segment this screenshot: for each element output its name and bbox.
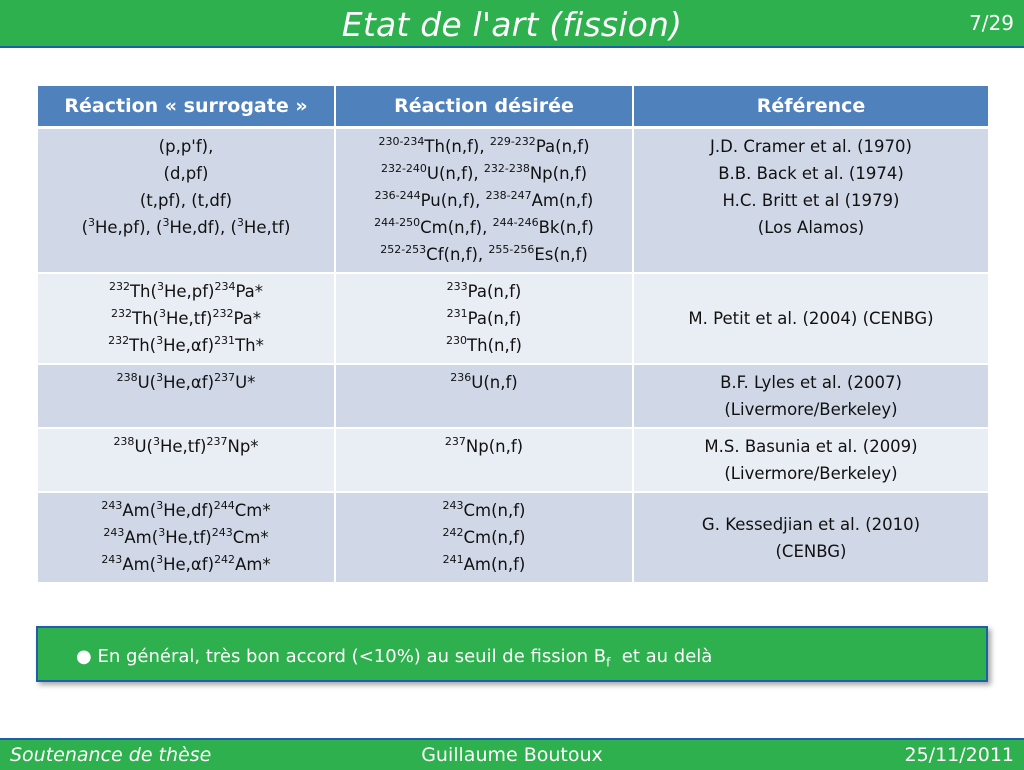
cell-text: Pa* <box>235 282 264 301</box>
summary-note-box <box>36 626 988 682</box>
cell-line <box>340 133 628 160</box>
cell-text: Np(n,f) <box>465 437 524 456</box>
isotope-superscript: 234 <box>214 279 236 293</box>
cell-line <box>42 524 330 551</box>
cell-text: M.S. Basunia et al. (2009) <box>704 437 918 456</box>
cell-line <box>638 369 984 396</box>
cell-text: U* <box>235 373 256 392</box>
cell-text: ( <box>81 218 88 237</box>
reference-cell <box>633 273 989 364</box>
cell-line <box>638 511 984 538</box>
cell-line <box>340 524 628 551</box>
footer-bar <box>0 738 1024 770</box>
cell-text: U( <box>134 437 153 456</box>
isotope-superscript: 231 <box>446 306 468 320</box>
cell-line <box>42 133 330 160</box>
cell-text: Th( <box>129 282 157 301</box>
cell-line <box>638 433 984 460</box>
isotope-superscript: 242 <box>442 525 464 539</box>
cell-text: Th(n,f), <box>424 137 490 156</box>
isotope-superscript: 3 <box>162 215 170 229</box>
desired-reaction-cell <box>335 428 633 492</box>
cell-text: Pa(n,f) <box>467 282 522 301</box>
isotope-superscript: 3 <box>156 370 164 384</box>
cell-text: Am( <box>122 501 157 520</box>
isotope-superscript: 232 <box>110 306 132 320</box>
slide-title: Etat de l'art (fission) <box>341 5 683 44</box>
cell-line <box>340 241 628 268</box>
cell-text: He,pf) <box>163 282 215 301</box>
cell-text: (Livermore/Berkeley) <box>724 400 898 419</box>
isotope-superscript: 242 <box>214 552 236 566</box>
cell-text: Cm* <box>234 501 271 520</box>
title-bar <box>0 0 1024 48</box>
note-subscript: f <box>606 655 611 670</box>
isotope-superscript: 233 <box>446 279 468 293</box>
table-row <box>37 128 989 274</box>
cell-text: Th( <box>129 336 157 355</box>
cell-line <box>340 278 628 305</box>
reference-table <box>36 86 990 584</box>
cell-text: Pu(n,f), <box>420 191 486 210</box>
cell-line <box>340 551 628 578</box>
column-header-surrogate: Réaction « surrogate » <box>37 86 335 128</box>
cell-text: Cf(n,f), <box>426 245 489 264</box>
cell-text: He,αf) <box>163 555 215 574</box>
isotope-superscript: 238-247 <box>485 188 532 202</box>
cell-text: Es(n,f) <box>534 245 588 264</box>
cell-text: He,αf) <box>163 336 215 355</box>
cell-line <box>42 214 330 241</box>
surrogate-reaction-cell <box>37 273 335 364</box>
isotope-superscript: 232 <box>108 279 130 293</box>
cell-line <box>638 187 984 214</box>
cell-text: Am(n,f) <box>531 191 594 210</box>
cell-line <box>42 551 330 578</box>
isotope-superscript: 3 <box>156 498 164 512</box>
isotope-superscript: 238 <box>116 370 138 384</box>
cell-text: Pa(n,f) <box>467 309 522 328</box>
isotope-superscript: 243 <box>211 525 233 539</box>
page-number: 7/29 <box>969 11 1014 35</box>
isotope-superscript: 232-238 <box>483 161 530 175</box>
isotope-superscript: 232-240 <box>380 161 427 175</box>
cell-text: M. Petit et al. (2004) (CENBG) <box>688 309 934 328</box>
isotope-superscript: 3 <box>236 215 244 229</box>
cell-text: (Los Alamos) <box>757 218 865 237</box>
isotope-superscript: 243 <box>442 498 464 512</box>
cell-line <box>638 133 984 160</box>
cell-text: G. Kessedjian et al. (2010) <box>701 514 921 534</box>
reference-cell <box>633 428 989 492</box>
surrogate-reaction-cell <box>37 492 335 583</box>
cell-line <box>638 396 984 423</box>
cell-text: (t,pf), (t,df) <box>139 191 233 210</box>
isotope-superscript: 229-232 <box>489 134 536 148</box>
table-header-row <box>37 86 989 128</box>
isotope-superscript: 244-250 <box>374 215 421 229</box>
isotope-superscript: 3 <box>156 333 164 347</box>
cell-line <box>638 460 984 487</box>
isotope-superscript: 3 <box>158 306 166 320</box>
cell-text: He,tf) <box>165 309 213 328</box>
cell-line <box>340 187 628 214</box>
cell-text: Np(n,f) <box>529 164 588 183</box>
cell-text: Cm* <box>232 528 269 547</box>
isotope-superscript: 244 <box>213 498 235 512</box>
isotope-superscript: 231 <box>214 333 236 347</box>
cell-line <box>340 369 628 396</box>
table-row <box>37 273 989 364</box>
column-header-desired: Réaction désirée <box>335 86 633 128</box>
isotope-superscript: 232 <box>212 306 234 320</box>
isotope-superscript: 3 <box>88 215 95 229</box>
cell-text: U( <box>137 373 157 392</box>
cell-text: Pa(n,f) <box>535 137 590 156</box>
cell-text: (p,p'f), <box>158 137 214 156</box>
cell-text: (Livermore/Berkeley) <box>724 464 898 483</box>
isotope-superscript: 232 <box>108 333 130 347</box>
cell-text: He,df), ( <box>169 218 237 237</box>
cell-text: Cm(n,f), <box>420 218 493 237</box>
reference-cell <box>633 128 989 274</box>
cell-text: U(n,f), <box>426 164 484 183</box>
reference-cell <box>633 364 989 428</box>
cell-text: He,tf) <box>165 528 212 547</box>
desired-reaction-cell <box>335 128 633 274</box>
footer-event: Soutenance de thèse <box>10 744 212 766</box>
cell-text: He,tf) <box>243 218 291 237</box>
cell-text: (d,pf) <box>163 164 209 183</box>
isotope-superscript: 237 <box>444 434 466 448</box>
table-row <box>37 364 989 428</box>
isotope-superscript: 243 <box>103 525 125 539</box>
surrogate-reaction-cell <box>37 428 335 492</box>
desired-reaction-cell <box>335 364 633 428</box>
isotope-superscript: 236 <box>450 370 472 384</box>
table-row <box>37 428 989 492</box>
isotope-superscript: 237 <box>206 434 228 448</box>
column-header-reference: Référence <box>633 86 989 128</box>
cell-line <box>42 497 330 524</box>
cell-text: Cm(n,f) <box>463 528 526 547</box>
cell-text: Th* <box>235 336 264 355</box>
cell-text: Bk(n,f) <box>538 218 594 237</box>
cell-line <box>340 497 628 524</box>
isotope-superscript: 236-244 <box>374 188 421 202</box>
cell-line <box>42 278 330 305</box>
cell-line <box>340 305 628 332</box>
isotope-superscript: 3 <box>152 434 160 448</box>
isotope-superscript: 230-234 <box>378 134 425 148</box>
cell-text: Th(n,f) <box>467 336 522 355</box>
cell-line <box>42 332 330 359</box>
cell-text: Np* <box>227 437 259 456</box>
cell-text: B.F. Lyles et al. (2007) <box>720 373 902 392</box>
summary-note <box>76 628 712 684</box>
cell-text: J.D. Cramer et al. (1970) <box>710 137 912 156</box>
cell-text: (CENBG) <box>775 541 847 561</box>
reference-cell <box>633 492 989 583</box>
footer-date: 25/11/2011 <box>904 744 1014 766</box>
isotope-superscript: 252-253 <box>380 242 427 256</box>
cell-text: H.C. Britt et al (1979) <box>722 191 900 210</box>
surrogate-reaction-cell <box>37 128 335 274</box>
table-body <box>37 128 989 584</box>
cell-line <box>42 187 330 214</box>
table-row <box>37 492 989 583</box>
cell-text: He,αf) <box>163 373 215 392</box>
isotope-superscript: 237 <box>214 370 236 384</box>
cell-line <box>42 433 330 460</box>
isotope-superscript: 243 <box>101 552 123 566</box>
cell-line <box>340 332 628 359</box>
cell-line <box>638 160 984 187</box>
cell-text: B.B. Back et al. (1974) <box>718 164 904 183</box>
isotope-superscript: 243 <box>101 498 123 512</box>
cell-text: He,tf) <box>159 437 207 456</box>
cell-text: Cm(n,f) <box>463 501 526 520</box>
bullet-icon: ● <box>76 646 92 667</box>
note-text: En général, très bon accord (<10%) au seuil de fission B <box>97 646 607 667</box>
surrogate-reaction-cell <box>37 364 335 428</box>
isotope-superscript: 244-246 <box>492 215 539 229</box>
isotope-superscript: 255-256 <box>488 242 535 256</box>
cell-line <box>340 433 628 460</box>
cell-line <box>638 305 984 332</box>
desired-reaction-cell <box>335 273 633 364</box>
isotope-superscript: 3 <box>156 279 164 293</box>
note-text-after: et au delà <box>610 646 713 667</box>
cell-text: Am* <box>235 555 271 574</box>
cell-text: Am( <box>122 555 157 574</box>
cell-line <box>638 214 984 241</box>
cell-line <box>340 160 628 187</box>
cell-line <box>42 369 330 396</box>
isotope-superscript: 241 <box>442 552 464 566</box>
isotope-superscript: 3 <box>158 525 166 539</box>
cell-line <box>42 160 330 187</box>
isotope-superscript: 230 <box>446 333 468 347</box>
cell-text: Am(n,f) <box>463 555 526 574</box>
cell-text: Am( <box>124 528 159 547</box>
desired-reaction-cell <box>335 492 633 583</box>
isotope-superscript: 238 <box>113 434 135 448</box>
footer-author: Guillaume Boutoux <box>421 744 603 766</box>
cell-text: Th( <box>131 309 159 328</box>
cell-line <box>638 538 984 565</box>
cell-text: U(n,f) <box>471 373 518 392</box>
cell-line <box>42 305 330 332</box>
isotope-superscript: 3 <box>156 552 164 566</box>
cell-text: He,pf), ( <box>95 218 163 237</box>
cell-text: He,df) <box>163 501 214 520</box>
cell-line <box>340 214 628 241</box>
cell-text: Pa* <box>233 309 262 328</box>
